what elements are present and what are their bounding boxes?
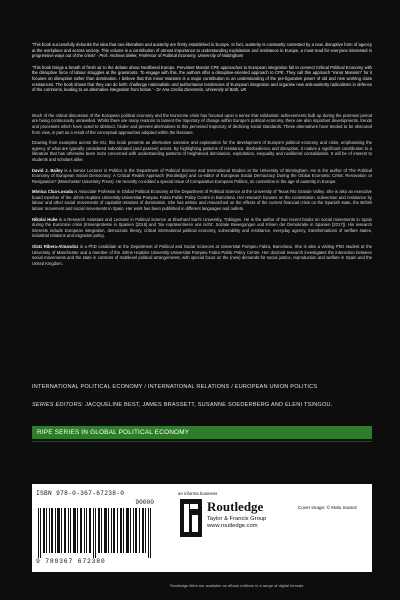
publisher-name: Routledge — [207, 499, 264, 514]
author-bio-ribera-almandoz — [32, 244, 372, 266]
isbn-price-code: 90000 — [135, 499, 154, 506]
endorsement-quote-1 — [32, 42, 372, 59]
informa-tagline: an informa business — [178, 491, 218, 496]
author-name: Olatz Ribera-Almandoz — [32, 244, 79, 250]
publisher-info — [207, 499, 266, 529]
endorsement-attribution: - Dr Ana Cecilia Dinerstein, University of Bath, UK — [153, 87, 247, 93]
ebook-note: Routledge titles are available as eBook editions in a range of digital formats — [170, 583, 304, 588]
author-bio-text: is a Research Assistant and Lecturer in Political Science at Eberhard Karl's University, Tübingen. He is the author of two recent books on social movements in Spain during the Eurozone crisis (Krisenproteste in Spanien [2016] and 'Sie repräsentieren uns nicht'. Soziale Bewegungen und Krisen der Demokratie in Spanien [2017]). His research interests include European integration, democratic theory, critical international political economy, vulnerability and resistance, everyday agency, transformations of welfare states, industrial relations and migration policy. — [32, 216, 372, 239]
divider — [32, 441, 372, 442]
back-cover-text — [32, 42, 372, 271]
publisher-url: www.routledge.com — [207, 523, 258, 529]
endorsement-text: 'This book successfully debunks the idea that neo-liberalism and austerity are firmly established in Europe. In fact, austerity is constantly contested by a new, disruptive form of agency at the workplace and across society. This volume is a contribution of utmost importance to understanding exploitation and resistance in Europe, a must-read for everyone interested in progressive ways out of the crisis!' — [32, 42, 372, 59]
isbn-block — [36, 490, 154, 506]
endorsement-text: 'This book brings a breath of fresh air to the debate about Neoliberal Europe. Prevalent Marxist CPE approaches to European integration fail to connect Critical Political Economy with the disruptive force of labour struggles at the grassroots. To engage with this, the authors offer a disruptive-oriented approach to CPE. They call this approach "minor Marxism" for it focuses on disruption rather than domination. I believe that this minor Marxism is a major contribution to an understanding of the pre-figurative power of old and new working class resistances. The book shows that they can do both: challenge nationalistic and authoritarian tendencies of European integration and organise new anti-austerity radicalisms in defence of the commons, leading to an alternative integration from below.' — [32, 64, 372, 93]
isbn-number: ISBN 978-0-367-67238-0 — [36, 490, 125, 497]
author-bio-bailey — [32, 168, 372, 185]
author-bio-text: is Associate Professor in Global Political Economy at the Department of Political Science at the University of Texas Rio Grande Valley. She is also an executive board member of the Johns Hopkins University-Universitat Pompeu Fabra Public Policy Centre in Barcelona. Her research focuses on the contestation, subversion and resistance by labour and other social movements of capitalist relations of domination. She has written and researched on the effects of the current financial crisis on the Spanish state, the British labour movement and social movements in Spain. Her work has been published in different languages and outlets. — [32, 189, 373, 212]
publisher-group: Taylor & Francis Group — [207, 516, 267, 522]
author-name: Nikolai Huke — [32, 216, 58, 222]
routledge-logo-icon — [180, 499, 202, 537]
author-bio-huke — [32, 217, 372, 239]
author-bio-text: is a Senior Lecturer in Politics in the Department of Political Science and International Studies at the University of Birmingham. He is the author of The Political Economy of European Social Democracy: A Critical Realist Approach (Routledge) and co-editor of European Social Democracy During the Global Economic Crisis: Renovation or Resignation? (Manchester University Press). He recently co-edited a special issue of Comparative European Politics, on contention in the age of austerity in Europe. — [32, 167, 372, 184]
author-bio-text: is a PhD candidate at the Department of Political and Social Sciences at Universitat Pompeu Fabra, Barcelona. She is also a visiting PhD student at the University of Manchester and a member of the Johns Hopkins University-Universitat Pompeu Fabra Public Policy Centre. Her doctoral research investigates the interaction between social movements and the state in contexts of multilevel political arrangements, with special focus on the (new) demands for social justice, reproduction and welfare in Spain and the United Kingdom. — [32, 244, 372, 266]
endorsement-quote-2 — [32, 65, 372, 93]
subject-categories: INTERNATIONAL POLITICAL ECONOMY / INTERNATIONAL RELATIONS / EUROPEAN UNION POLITICS — [32, 384, 318, 390]
series-banner — [32, 426, 372, 439]
cover-image-credit: Cover image: © Malu Suarez — [298, 505, 358, 510]
series-editors-names: JACQUELINE BEST, JAMES BRASSETT, SUSANNE SOEDERBERG AND ELENI TSINGOU. — [85, 402, 333, 408]
author-name: David J. Bailey — [32, 167, 63, 173]
description-paragraph-1: Much of the critical discussion of the European political economy and the Eurozone crisis has focused upon a sense that solidaristic achievements built up during the post-war period are being continuously unravelled. Whilst there are many reasons to lament the trajectory of change within Europe's political economy, there are also important developments, trends and processes which have acted to obstruct, hinder and prevent alternatives to this perceived trajectory of declining social standards. These alternatives have tended to be obscured from view, in part as a result of the conceptual approaches adopted within the literature. — [32, 112, 372, 135]
series-title: RIPE SERIES IN GLOBAL POLITICAL ECONOMY — [37, 429, 190, 436]
endorsement-attribution: - Prof. Andreas Bieler, Professor of Political Economy, University of Nottingham — [96, 53, 244, 59]
series-editors-label: SERIES EDITORS: — [32, 402, 84, 408]
series-editors — [32, 402, 372, 408]
barcode-icon — [36, 508, 154, 558]
author-bio-clua-losada — [32, 189, 372, 211]
description-paragraph-2: Drawing from examples across the EU, this book presents an alternative narrative and explanation for the development of Europe's political economy and crisis, emphasising the agency of what are typically considered subordinated (and passive) actors. By highlighting patterns of resistance, disobedience and disruption, it makes a significant contribution to a literature that has otherwise been more concerned with understanding patterns of heightened domination, exploitation, inequality and neoliberal consolidation. It will be of interest to students and scholars alike. — [32, 140, 372, 162]
barcode-digits: 9 780367 672380 — [36, 558, 106, 565]
author-name: Mònica Clua-Losada — [32, 189, 73, 195]
